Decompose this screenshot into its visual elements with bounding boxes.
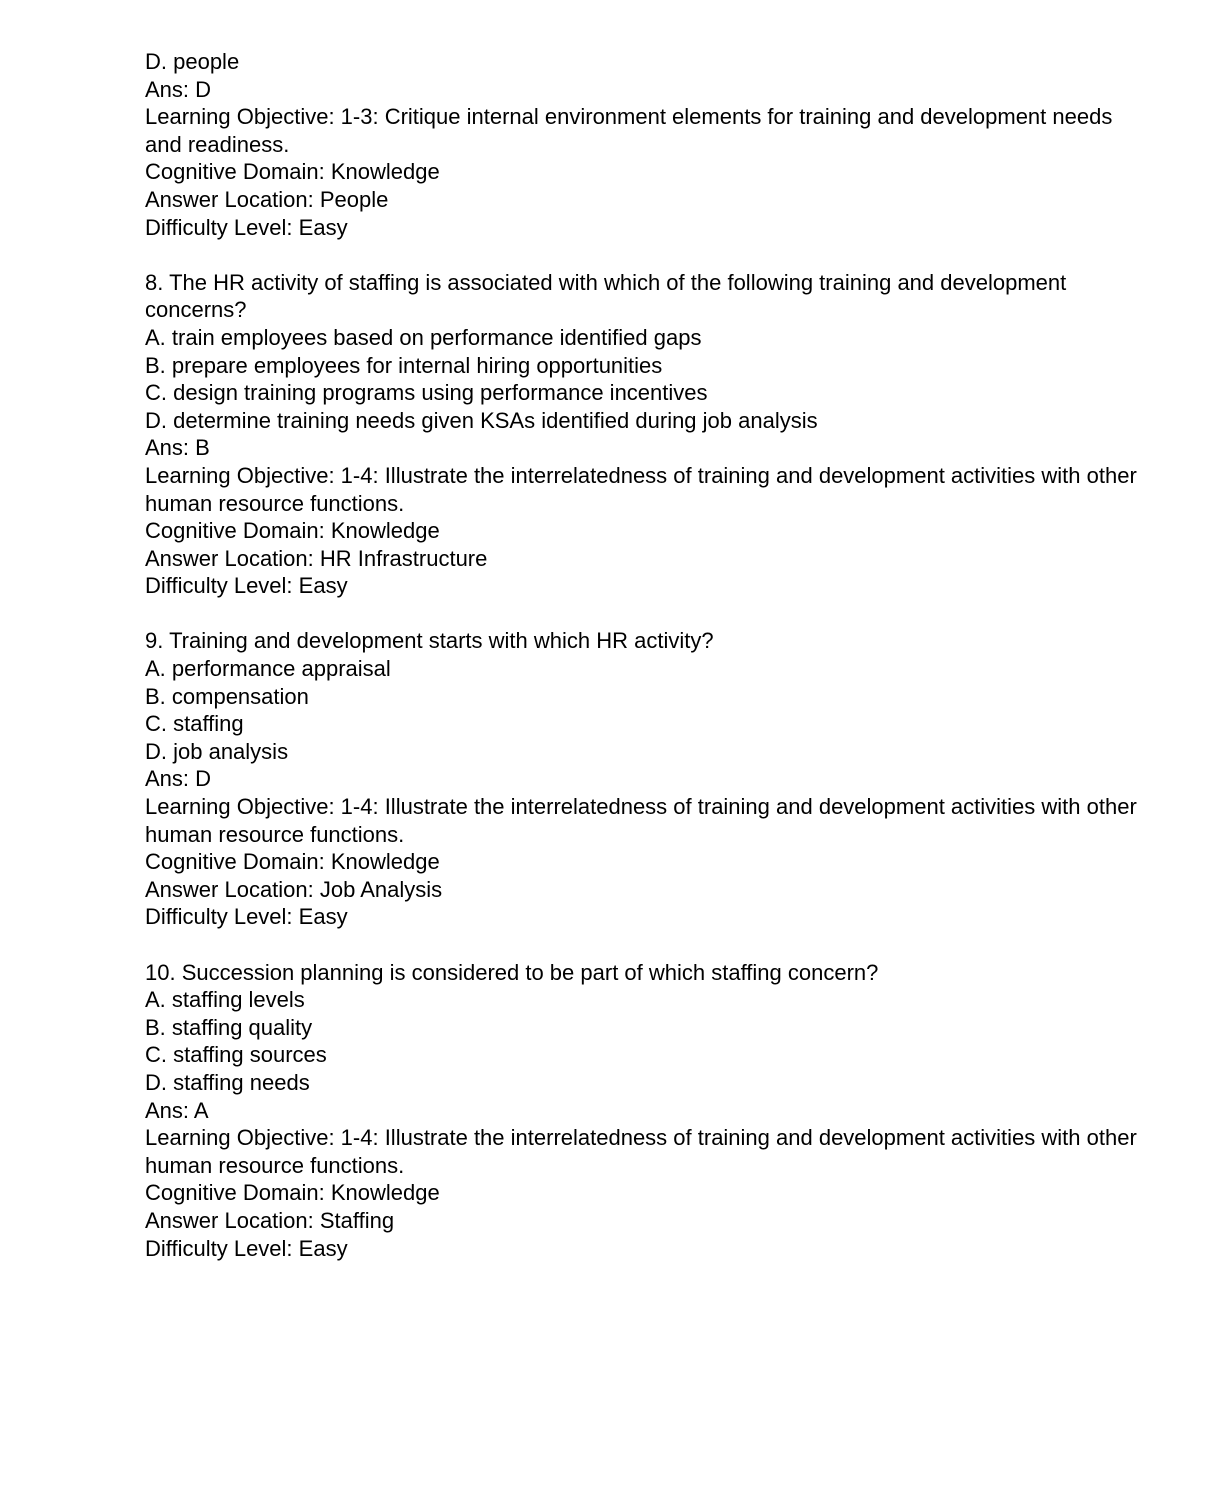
option-d: D. determine training needs given KSAs identified during job analysis xyxy=(145,407,818,433)
question-text: 9. Training and development starts with which HR activity? xyxy=(145,628,714,654)
cognitive-domain: Cognitive Domain: Knowledge xyxy=(145,518,440,544)
answer-location: Answer Location: Job Analysis xyxy=(145,876,443,902)
document-page xyxy=(145,48,1145,1262)
learning-objective: Learning Objective: 1-3: Critique internal environment elements for training and development needs and readiness. xyxy=(145,104,1113,157)
option-b: B. prepare employees for internal hiring opportunities xyxy=(145,352,663,378)
option-a: A. train employees based on performance identified gaps xyxy=(145,324,702,350)
answer-location: Answer Location: People xyxy=(145,186,389,212)
question-7-continuation xyxy=(145,48,1145,241)
option-a: A. staffing levels xyxy=(145,987,305,1013)
cognitive-domain: Cognitive Domain: Knowledge xyxy=(145,849,440,875)
learning-objective: Learning Objective: 1-4: Illustrate the interrelatedness of training and development activities with other human resource functions. xyxy=(145,794,1137,847)
option-c: C. staffing sources xyxy=(145,1042,327,1068)
spacer xyxy=(145,931,1145,959)
option-a: A. performance appraisal xyxy=(145,656,391,682)
difficulty-level: Difficulty Level: Easy xyxy=(145,573,348,599)
answer: Ans: B xyxy=(145,435,210,461)
spacer xyxy=(145,241,1145,269)
answer: Ans: A xyxy=(145,1097,209,1123)
question-8 xyxy=(145,269,1145,600)
answer: Ans: D xyxy=(145,76,212,102)
option-c: C. design training programs using performance incentives xyxy=(145,380,708,406)
question-text: 8. The HR activity of staffing is associated with which of the following training and development concerns? xyxy=(145,269,1067,323)
answer-location: Answer Location: Staffing xyxy=(145,1207,395,1233)
answer-location: Answer Location: HR Infrastructure xyxy=(145,545,488,571)
option-d: D. job analysis xyxy=(145,738,289,764)
spacer xyxy=(145,600,1145,628)
question-9 xyxy=(145,627,1145,931)
question-10 xyxy=(145,959,1145,1263)
learning-objective: Learning Objective: 1-4: Illustrate the interrelatedness of training and development activities with other human resource functions. xyxy=(145,1125,1137,1178)
option-b: B. compensation xyxy=(145,683,309,709)
difficulty-level: Difficulty Level: Easy xyxy=(145,904,348,930)
option-c: C. staffing xyxy=(145,711,244,737)
question-text: 10. Succession planning is considered to be part of which staffing concern? xyxy=(145,959,879,985)
option-d: D. staffing needs xyxy=(145,1069,310,1095)
cognitive-domain: Cognitive Domain: Knowledge xyxy=(145,159,440,185)
answer: Ans: D xyxy=(145,766,212,792)
difficulty-level: Difficulty Level: Easy xyxy=(145,214,348,240)
option-b: B. staffing quality xyxy=(145,1014,313,1040)
option-d: D. people xyxy=(145,49,240,74)
difficulty-level: Difficulty Level: Easy xyxy=(145,1235,348,1261)
cognitive-domain: Cognitive Domain: Knowledge xyxy=(145,1180,440,1206)
learning-objective: Learning Objective: 1-4: Illustrate the interrelatedness of training and development activities with other human resource functions. xyxy=(145,462,1137,516)
